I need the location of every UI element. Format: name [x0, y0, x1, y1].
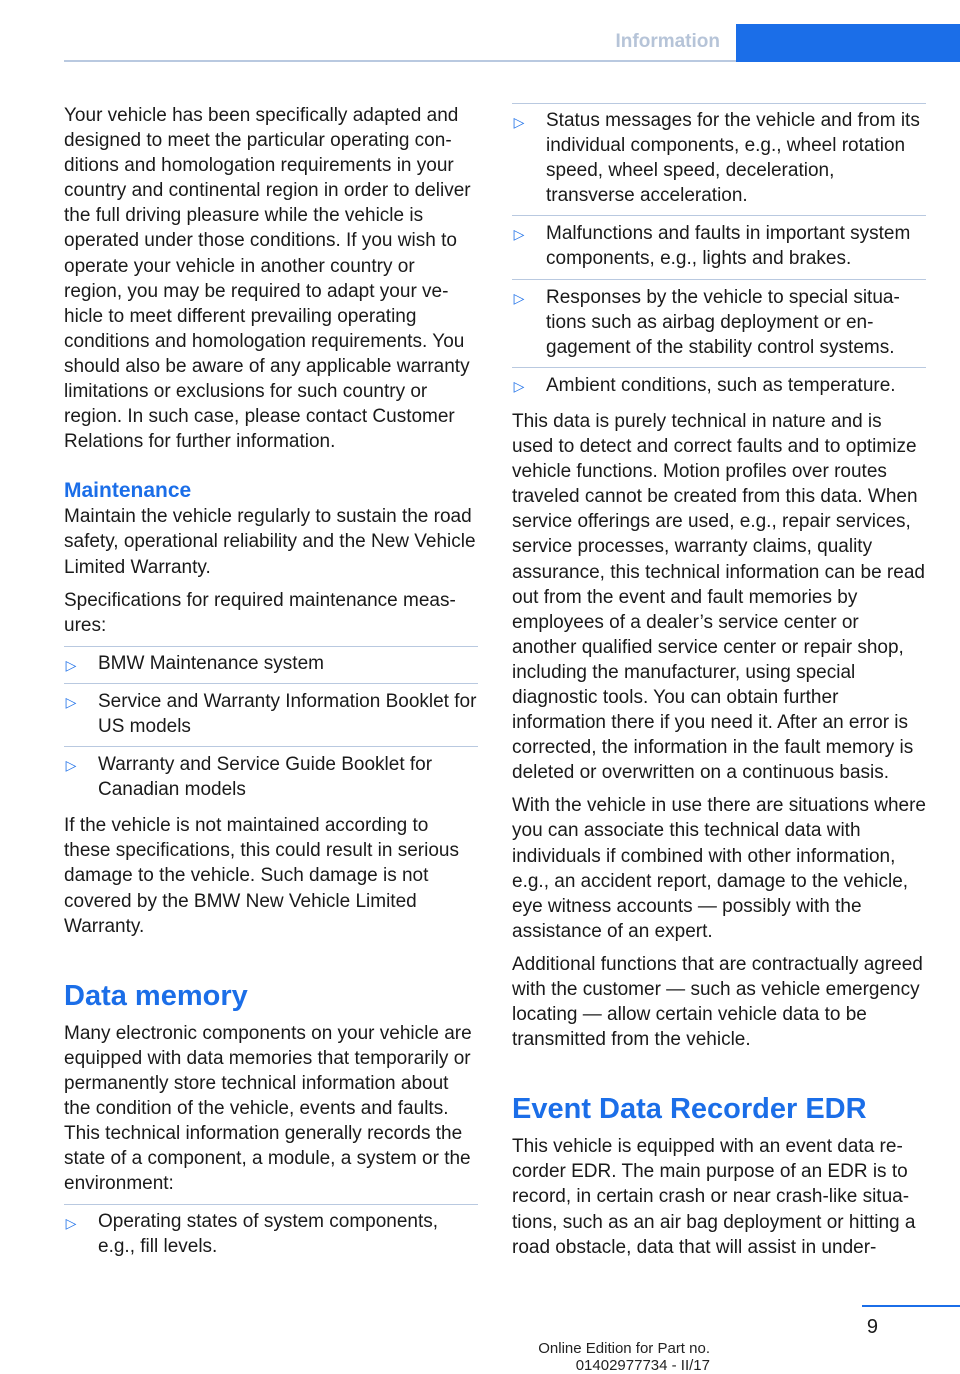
list-item-text: Operating states of system components, e.g., fill levels.: [98, 1211, 439, 1258]
list-item: [512, 367, 926, 405]
triangle-bullet-icon: ▷: [65, 693, 77, 710]
data-memory-list: [64, 1204, 478, 1266]
data-memory-paragraph: With the vehicle in use there are situations where you can associate this technical data with individuals if combined with other information, e.g., an accident report, damage to the vehicle, eye witness accounts — possibly with the assistance of an expert.: [512, 795, 926, 942]
triangle-bullet-icon: ▷: [513, 377, 525, 394]
triangle-bullet-icon: ▷: [513, 226, 525, 243]
data-memory-paragraph: Additional functions that are contractually agreed with the customer — such as vehicle emergency locating — allow certain vehicle data to be transmitted from the vehicle.: [512, 953, 923, 1051]
intro-paragraph: Your vehicle has been specifically adapted and designed to meet the particular operating conditions and homologation requirements in your country and continental region in order to deliver the full driving pleasure while the vehicle is operated under those conditions. If you wish to operate your vehicle in another country or region, you may be required to adapt your vehicle to meet different prevailing operating conditions and homologation requirements. You should also be aware of any applicable warranty limitations or exclusions for such country or region. In such case, please contact Customer Relations for further information.: [64, 105, 471, 453]
triangle-bullet-icon: ▷: [65, 1215, 77, 1232]
list-item-text: Warranty and Service Guide Booklet for Canadian models: [98, 754, 433, 801]
footer-rule: [862, 1305, 960, 1307]
edr-heading: Event Data Recorder EDR: [512, 1093, 867, 1126]
data-memory-heading: Data memory: [64, 979, 248, 1012]
triangle-bullet-icon: ▷: [513, 289, 525, 306]
list-item-text: Ambient conditions, such as temperature.: [546, 374, 896, 396]
data-memory-paragraph: This data is purely technical in nature and is used to detect and correct faults and to optimize vehicle functions. Motion profiles over routes traveled cannot be created from this data. When service offerings are used, e.g., repair services, service processes, warranty claims, quality assurance, this technical information can be read out from the event and fault memories by employees of a dealer’s service center or another qualified service center or repair shop, including the manufacturer, using special diagnostic tools. You can obtain further information there if you need it. After an error is corrected, the information in the fault memory is deleted or overwritten on a continuous basis.: [512, 410, 925, 784]
edr-paragraph: This vehicle is equipped with an event data recorder EDR. The main purpose of an EDR is to record, in certain crash or near crash-like situations, such as an air bag deployment or hitting a road obstacle, data that will assist in under-: [512, 1136, 916, 1258]
list-item-text: Service and Warranty Information Booklet for US models: [98, 690, 477, 737]
maintenance-heading: Maintenance: [64, 479, 192, 503]
list-item: [512, 215, 926, 278]
list-item-text: Malfunctions and faults in important system components, e.g., lights and brakes.: [546, 223, 911, 270]
section-title: Information: [615, 31, 720, 52]
maintenance-paragraph: Maintain the vehicle regularly to sustain the road safety, operational reliability and the New Vehicle Limited Warranty.: [64, 506, 476, 578]
list-item: [512, 103, 926, 215]
header-accent-block: [736, 24, 960, 62]
list-item-text: Status messages for the vehicle and from its individual components, e.g., wheel rotation speed, wheel speed, deceleration, transverse acceleration.: [546, 110, 920, 207]
list-item: [64, 683, 478, 746]
triangle-bullet-icon: ▷: [65, 656, 77, 673]
left-column: [64, 103, 478, 1271]
list-item-text: BMW Maintenance system: [98, 652, 324, 674]
right-column: [512, 103, 926, 1268]
triangle-bullet-icon: ▷: [65, 757, 77, 774]
maintenance-list: [64, 646, 478, 809]
triangle-bullet-icon: ▷: [513, 114, 525, 130]
data-memory-paragraph: Many electronic components on your vehicle are equipped with data memories that temporarily or permanently store technical information about the condition of the vehicle, events and faults. This technical information generally records the state of a component, a module, a system or the environment:: [64, 1022, 472, 1195]
list-item: [64, 646, 478, 683]
list-item-text: Responses by the vehicle to special situations such as airbag deployment or engagement of the stability control systems.: [546, 286, 900, 358]
maintenance-paragraph: Specifications for required maintenance measures:: [64, 589, 456, 636]
maintenance-paragraph: If the vehicle is not maintained according to these specifications, this could result in serious damage to the vehicle. Such damage is not covered by the BMW New Vehicle Limited Warranty.: [64, 815, 459, 937]
list-item: [512, 279, 926, 367]
data-memory-list-continued: [512, 103, 926, 405]
list-item: [64, 746, 478, 809]
list-item: [64, 1204, 478, 1266]
edition-footer: Online Edition for Part no. 01402977734 - II/17: [538, 1340, 710, 1374]
header-rule: [64, 60, 736, 62]
page-number: 9: [866, 1316, 878, 1338]
